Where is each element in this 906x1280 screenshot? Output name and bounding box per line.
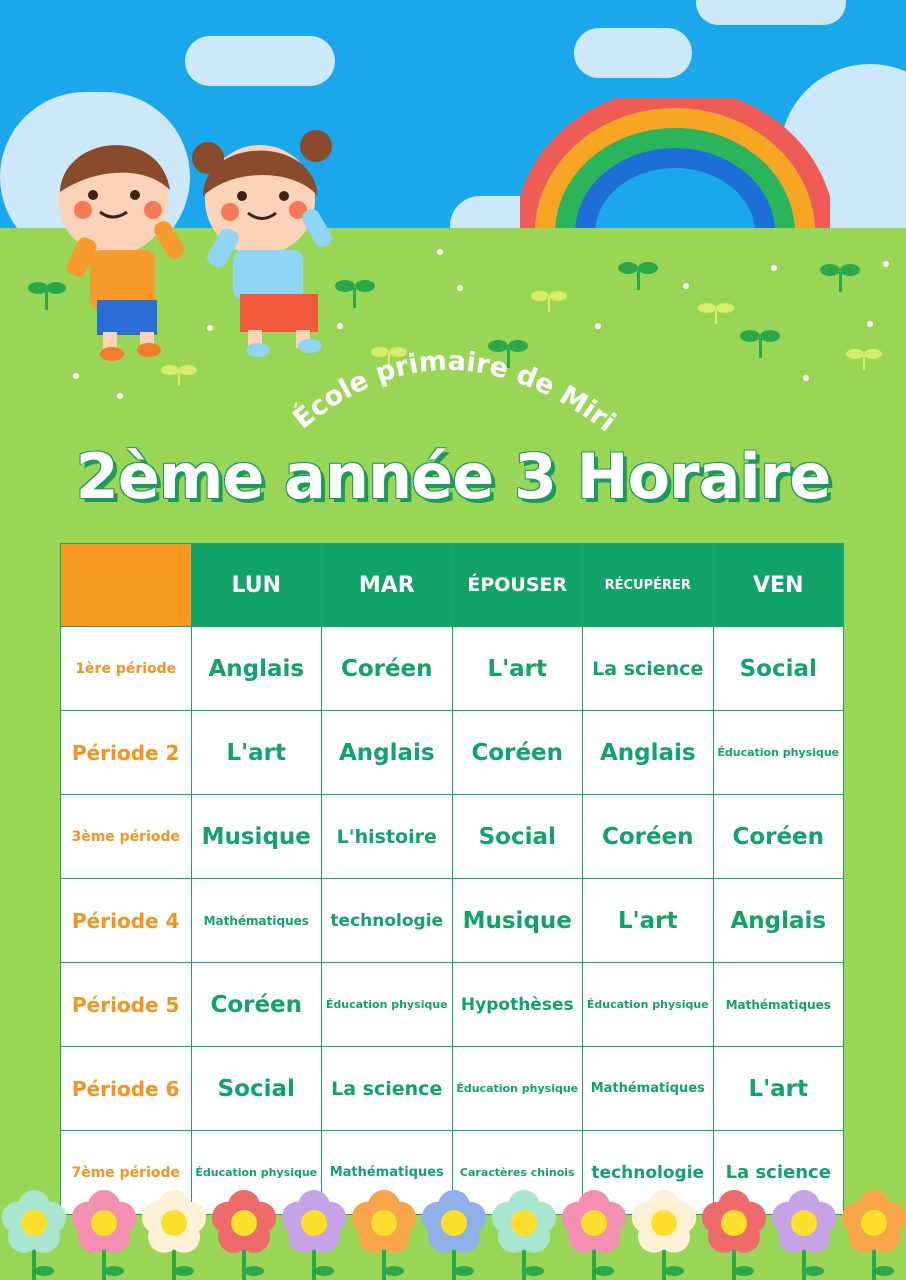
subject-cell: Éducation physique [583,963,714,1047]
subject-cell: Social [191,1047,322,1131]
subject-cell: Hypothèses [452,963,583,1047]
table-row [61,1047,844,1131]
day-header: MAR [322,544,453,627]
flowers-decoration [0,1185,906,1280]
subject-cell: Anglais [322,711,453,795]
period-label: Période 4 [61,879,192,963]
subject-cell: Éducation physique [191,1131,322,1215]
table-row [61,795,844,879]
day-header: RÉCUPÉRER [583,544,714,627]
period-label: 3ème période [61,795,192,879]
flower-icon [562,1190,626,1280]
school-name: École primaire de Miri [287,345,622,439]
flower-icon [492,1190,556,1280]
subject-cell: Musique [452,879,583,963]
subject-cell: L'art [713,1047,844,1131]
subject-cell: Coréen [583,795,714,879]
flower-icon [72,1190,136,1280]
subject-cell: technologie [322,879,453,963]
table-row [61,627,844,711]
flower-icon [282,1190,346,1280]
flower-icon [352,1190,416,1280]
period-label: Période 6 [61,1047,192,1131]
day-header: ÉPOUSER [452,544,583,627]
flower-icon [422,1190,486,1280]
subject-cell: technologie [583,1131,714,1215]
subject-cell: L'art [583,879,714,963]
subject-cell: L'art [191,711,322,795]
subject-cell: Mathématiques [583,1047,714,1131]
subject-cell: Coréen [322,627,453,711]
flower-icon [2,1190,66,1280]
subject-cell: La science [583,627,714,711]
table-header-row [61,544,844,627]
subject-cell: Mathématiques [713,963,844,1047]
subject-cell: Mathématiques [191,879,322,963]
flower-icon [772,1190,836,1280]
corner-cell [61,544,192,627]
subject-cell: Éducation physique [322,963,453,1047]
subject-cell: Anglais [191,627,322,711]
subject-cell: L'histoire [322,795,453,879]
subject-cell: Anglais [583,711,714,795]
day-header: VEN [713,544,844,627]
subject-cell: L'art [452,627,583,711]
period-label: Période 2 [61,711,192,795]
flower-icon [702,1190,766,1280]
subject-cell: Social [452,795,583,879]
subject-cell: La science [322,1047,453,1131]
flower-icon [842,1190,906,1280]
period-label: 7ème période [61,1131,192,1215]
subject-cell: La science [713,1131,844,1215]
day-header: LUN [191,544,322,627]
period-label: 1ère période [61,627,192,711]
table-row [61,963,844,1047]
flower-icon [632,1190,696,1280]
subject-cell: Éducation physique [713,711,844,795]
table-row [61,879,844,963]
schedule-table [60,543,844,1215]
subject-cell: Coréen [713,795,844,879]
subject-cell: Caractères chinois [452,1131,583,1215]
subject-cell: Coréen [191,963,322,1047]
table-row [61,711,844,795]
flower-icon [142,1190,206,1280]
flower-icon [212,1190,276,1280]
subject-cell: Musique [191,795,322,879]
subject-cell: Social [713,627,844,711]
subject-cell: Coréen [452,711,583,795]
page-title: 2ème année 3 Horaire [75,440,831,513]
subject-cell: Anglais [713,879,844,963]
subject-cell: Éducation physique [452,1047,583,1131]
subject-cell: Mathématiques [322,1131,453,1215]
period-label: Période 5 [61,963,192,1047]
